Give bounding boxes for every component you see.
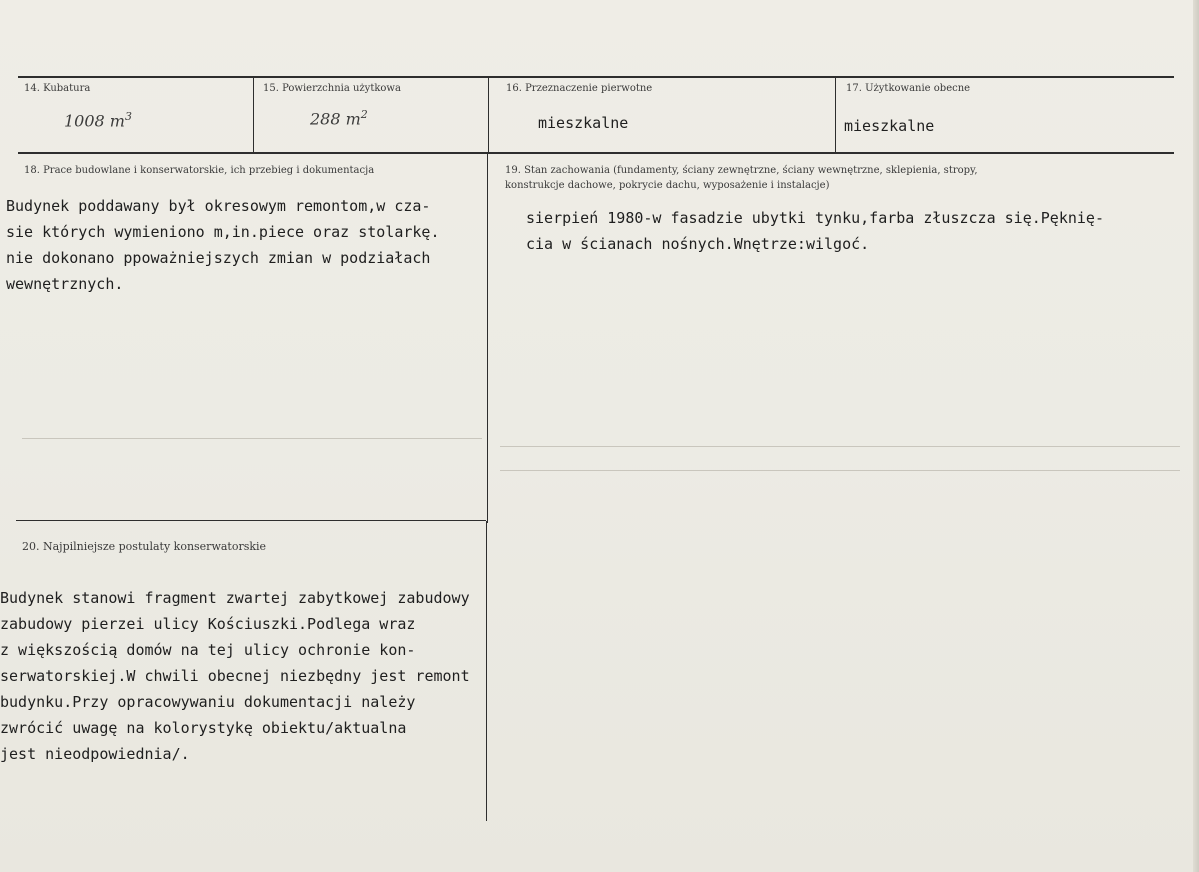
- col-divider-16-17: [835, 77, 836, 153]
- field-18-line: Budynek poddawany był okresowym remontom,w cza-: [6, 197, 431, 215]
- field-16-label: 16. Przeznaczenie pierwotne: [506, 83, 653, 94]
- col-divider-15-16: [488, 77, 489, 153]
- col-divider-14-15: [253, 77, 254, 153]
- field-20-line: jest nieodpowiednia/.: [0, 745, 190, 763]
- row-divider: [18, 152, 1174, 154]
- field-14-value-text: 1008 m: [64, 111, 125, 131]
- field-19-line: sierpień 1980-w fasadzie ubytki tynku,farba złuszcza się.Pęknię-: [526, 209, 1104, 227]
- field-15-value: [310, 108, 368, 128]
- field-15-value-text: 288 m: [310, 109, 361, 129]
- field-19-label-line-2: konstrukcje dachowe, pokrycie dachu, wyposażenie i instalacje): [505, 180, 830, 191]
- field-20-line: z większością domów na tej ulicy ochronie kon-: [0, 641, 416, 659]
- field-20-line: budynku.Przy opracowywaniu dokumentacji należy: [0, 693, 416, 711]
- field-18-text: [6, 193, 439, 297]
- field-20-line: Budynek stanowi fragment zwartej zabytkowej zabudowy: [0, 589, 470, 607]
- field-15-label: 15. Powierzchnia użytkowa: [263, 83, 401, 94]
- field-14-label: 14. Kubatura: [24, 83, 91, 94]
- field-16-value: mieszkalne: [538, 114, 629, 132]
- field-18-line: nie dokonano ppoważniejszych zmian w podziałach: [6, 249, 431, 267]
- field-14-value: [64, 110, 132, 130]
- page-edge: [1193, 0, 1199, 872]
- field-18-label: 18. Prace budowlane i konserwatorskie, ich przebieg i dokumentacja: [24, 165, 375, 176]
- field-19-text: [526, 205, 1104, 257]
- field-15-value-sup: 2: [360, 108, 368, 121]
- field-20-line: zabudowy pierzei ulicy Kościuszki.Podlega wraz: [0, 615, 416, 633]
- bleed-rule: [22, 438, 482, 439]
- field-19-label-line-1: 19. Stan zachowania (fundamenty, ściany zewnętrzne, ściany wewnętrzne, sklepienia, stropy,: [505, 165, 978, 176]
- field-18-line: wewnętrznych.: [6, 275, 124, 293]
- top-rule: [18, 76, 1174, 78]
- field-20-label: 20. Najpilniejsze postulaty konserwatorskie: [22, 540, 267, 553]
- col-divider-18-19: [487, 153, 488, 523]
- field-14-value-sup: 3: [124, 110, 132, 123]
- col-divider-20: [486, 521, 487, 821]
- field-17-label: 17. Użytkowanie obecne: [846, 83, 971, 94]
- bleed-rule: [500, 470, 1180, 471]
- field-20-line: serwatorskiej.W chwili obecnej niezbędny jest remont: [0, 667, 470, 685]
- field-18-line: sie których wymieniono m,in.piece oraz stolarkę.: [6, 223, 440, 241]
- section-18-20-divider: [16, 520, 486, 521]
- bleed-rule: [500, 446, 1180, 447]
- field-19-line: cia w ścianach nośnych.Wnętrze:wilgoć.: [526, 235, 870, 253]
- field-20-line: zwrócić uwagę na kolorystykę obiektu/aktualna: [0, 719, 407, 737]
- field-20-text: [0, 585, 470, 767]
- field-17-value: mieszkalne: [844, 117, 935, 135]
